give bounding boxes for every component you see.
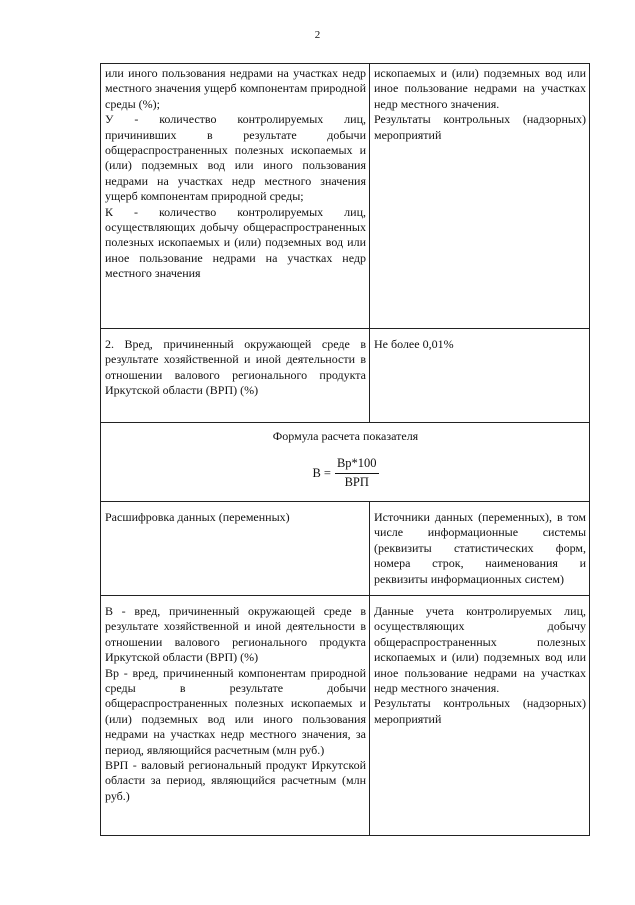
indicator-target-cell: [370, 329, 590, 423]
table-row: [101, 64, 590, 329]
column-header: Расшифровка данных (переменных): [105, 510, 290, 524]
column-header: Источники данных (переменных), в том числе информационные системы (реквизиты статистических форм, номера строк, наименования и реквизиты информационных систем): [374, 510, 586, 586]
variable-definition: Вр - вред, причиненный компонентам природной среды в результате добычи общераспространенных полезных ископаемых и (или) подземных вод или иного пользования недрами на участках недр местного значения, за период, являющийся расчетным (млн руб.): [105, 665, 366, 757]
table-row: [101, 329, 590, 423]
formula: [105, 456, 586, 490]
formula-denominator: ВРП: [344, 474, 369, 489]
table-row: [101, 502, 590, 596]
sources-cell: [370, 596, 590, 836]
indicator-name-cell: [101, 329, 370, 423]
source-text: Данные учета контролируемых лиц, осуществляющих добычу общераспространенных полезных ископаемых и (или) подземных вод или иное пользование недрами на участках недр местного значения.: [374, 604, 586, 696]
source-text: ископаемых и (или) подземных вод или иное пользование недрами на участках недр местного значения.: [374, 66, 586, 111]
formula-title: Формула расчета показателя: [272, 429, 419, 443]
variable-definition: К - количество контролируемых лиц, осуществляющих добычу общераспространенных полезных ископаемых и (или) подземных вод или иное пользование недрами на участках недр местного значения: [105, 204, 366, 281]
variables-cell: [101, 596, 370, 836]
variable-definition: или иного пользования недрами на участках недр местного значения ущерб компонентам природной среды (%);: [105, 66, 366, 111]
formula-cell: [101, 423, 590, 502]
indicator-name: 2. Вред, причиненный окружающей среде в результате хозяйственной и иной деятельности в отношении валового регионального продукта Иркутской области (ВРП) (%): [105, 337, 366, 398]
page-number: 2: [314, 29, 321, 41]
indicator-table: [100, 63, 590, 836]
variable-definition: У - количество контролируемых лиц, причинивших в результате добычи общераспространенных полезных ископаемых и (или) подземных вод или иного пользования недрами на участках недр местного значения ущерб компонентам природной среды;: [105, 112, 366, 204]
source-text: Результаты контрольных (надзорных) мероприятий: [374, 696, 586, 726]
header-cell: [370, 502, 590, 596]
variable-definition: В - вред, причиненный окружающей среде в результате хозяйственной и иной деятельности в отношении валового регионального продукта Иркутской области (ВРП) (%): [105, 604, 366, 665]
variables-cell: [101, 64, 370, 329]
formula-fraction: [335, 456, 379, 490]
source-text: Результаты контрольных (надзорных) мероприятий: [374, 112, 586, 142]
indicator-target: Не более 0,01%: [374, 337, 454, 351]
table-row: [101, 596, 590, 836]
table-row: [101, 423, 590, 502]
header-cell: [101, 502, 370, 596]
formula-lhs: В =: [312, 465, 331, 480]
variable-definition: ВРП - валовый региональный продукт Иркутской области за период, являющийся расчетным (млн руб.): [105, 758, 366, 803]
sources-cell: [370, 64, 590, 329]
formula-numerator: Вр*100: [335, 456, 379, 473]
